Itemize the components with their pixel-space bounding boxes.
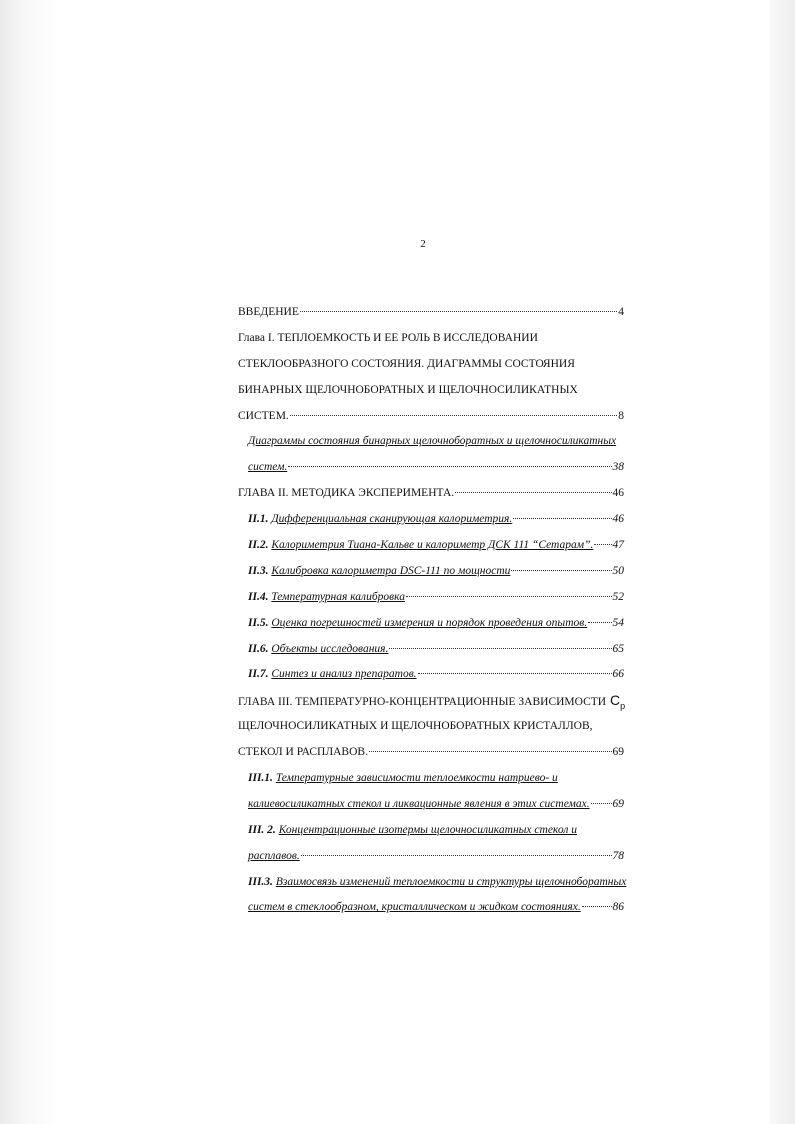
toc-entry-text: Дифференциальная сканирующая калориметрия. <box>271 513 513 526</box>
toc-entry <box>238 559 624 585</box>
toc-entry-page: 50 <box>612 564 624 577</box>
toc-entry-text: Оценка погрешностей измерения и порядок проведения опытов. <box>271 616 588 629</box>
toc-entry-text: ГЛАВА III. ТЕМПЕРАТУРНО-КОНЦЕНТРАЦИОННЫЕ ЗАВИСИМОСТИ <box>238 696 607 709</box>
toc-entry-title <box>248 870 626 896</box>
toc-entry-text: СТЕКОЛ И РАСПЛАВОВ. <box>238 746 368 759</box>
toc-entry <box>238 404 624 430</box>
dot-leader <box>389 648 611 649</box>
table-of-contents <box>238 300 627 921</box>
toc-entry-text: Объекты исследования. <box>271 642 389 655</box>
toc-entry <box>238 714 624 740</box>
toc-entry-title <box>248 792 590 818</box>
toc-entry <box>238 662 624 688</box>
toc-entry-title <box>238 300 299 326</box>
toc-entry <box>238 818 624 844</box>
toc-entry-number: III. 2. <box>248 823 276 836</box>
toc-entry-number: III.1. <box>248 772 273 785</box>
toc-entry-text: СИСТЕМ. <box>238 409 289 422</box>
toc-entry <box>238 533 624 559</box>
toc-entry-title <box>238 404 289 430</box>
toc-entry <box>238 585 624 611</box>
dot-leader <box>300 311 617 312</box>
toc-entry-title <box>248 637 388 663</box>
toc-entry-number: II.1. <box>248 513 269 526</box>
toc-entry-page: 47 <box>612 539 624 552</box>
toc-entry-text: Температурная калибровка <box>271 590 405 603</box>
toc-entry <box>238 481 624 507</box>
toc-entry-number: II.5. <box>248 616 269 629</box>
toc-entry-title <box>248 766 558 792</box>
toc-entry-text: систем. <box>248 461 288 474</box>
toc-entry <box>238 455 624 481</box>
toc-entry <box>238 844 624 870</box>
cp-subscript: p <box>620 701 626 712</box>
toc-entry <box>238 300 624 326</box>
toc-entry-number: II.4. <box>248 590 269 603</box>
toc-entry-title <box>248 429 616 455</box>
cp-symbol <box>606 692 626 712</box>
dot-leader <box>369 751 612 752</box>
dot-leader <box>418 673 612 674</box>
toc-entry-number: II.6. <box>248 642 269 655</box>
toc-entry-page: 46 <box>612 513 624 526</box>
toc-entry-title <box>238 481 454 507</box>
cp-letter: C <box>610 692 621 709</box>
toc-entry-text: калиевосиликатных стекол и ликвационные явления в этих системах. <box>248 797 590 810</box>
toc-entry-title <box>248 507 512 533</box>
toc-entry-page: 66 <box>612 668 624 681</box>
toc-entry-number: II.3. <box>248 564 269 577</box>
toc-entry <box>238 870 627 896</box>
dot-leader <box>513 518 611 519</box>
toc-entry-number: II.7. <box>248 668 269 681</box>
toc-entry-title <box>248 585 405 611</box>
toc-entry-title <box>238 378 578 404</box>
toc-entry-title <box>238 326 538 352</box>
toc-entry <box>238 688 624 714</box>
toc-entry-text: БИНАРНЫХ ЩЕЛОЧНОБОРАТНЫХ И ЩЕЛОЧНОСИЛИКАТНЫХ <box>238 383 578 396</box>
toc-entry <box>238 792 624 818</box>
page-number: 2 <box>420 238 426 250</box>
toc-entry-text: систем в стеклообразном, кристаллическом и жидком состояниях. <box>248 901 581 914</box>
toc-entry-text: СТЕКЛООБРАЗНОГО СОСТОЯНИЯ. ДИАГРАММЫ СОСТОЯНИЯ <box>238 357 575 370</box>
toc-entry-title <box>248 844 300 870</box>
toc-entry-page: 65 <box>612 642 624 655</box>
toc-entry <box>238 637 624 663</box>
dot-leader <box>591 803 612 804</box>
toc-entry-text: Синтез и анализ препаратов. <box>271 668 417 681</box>
toc-entry-title <box>238 714 593 740</box>
toc-entry-text: Калориметрия Тиана-Кальве и калориметр ДСК 111 “Сетарам”. <box>271 539 594 552</box>
toc-entry <box>238 352 624 378</box>
toc-entry-title <box>248 455 287 481</box>
toc-entry <box>238 326 624 352</box>
toc-entry-page: 8 <box>618 409 624 422</box>
toc-entry-text: Концентрационные изотермы щелочносиликатных стекол и <box>278 823 577 836</box>
dot-leader <box>582 906 612 907</box>
toc-entry-title <box>248 559 510 585</box>
toc-entry-title <box>238 740 368 766</box>
toc-entry-text: Температурные зависимости теплоемкости натриево- и <box>275 772 558 785</box>
toc-entry-number: III.3. <box>248 875 273 888</box>
toc-entry-page: 4 <box>618 306 624 318</box>
dot-leader <box>406 596 612 597</box>
toc-entry-text: ВВЕДЕНИЕ <box>238 306 299 318</box>
toc-entry-page: 52 <box>612 590 624 603</box>
toc-entry-page: 69 <box>612 797 624 810</box>
dot-leader <box>288 466 611 467</box>
dot-leader <box>301 855 612 856</box>
toc-entry-page: 78 <box>612 849 624 862</box>
dot-leader <box>511 570 611 571</box>
toc-entry-text: ЩЕЛОЧНОСИЛИКАТНЫХ И ЩЕЛОЧНОБОРАТНЫХ КРИСТАЛЛОВ, <box>238 720 593 733</box>
toc-entry-text: расплавов. <box>248 849 300 862</box>
toc-entry <box>238 378 624 404</box>
toc-entry <box>238 507 624 533</box>
toc-entry-page: 46 <box>612 487 624 500</box>
toc-entry-page: 86 <box>612 901 624 914</box>
toc-entry-text: Взаимосвязь изменений теплоемкости и структуры щелочноборатных <box>275 875 627 888</box>
toc-entry-title <box>238 352 575 378</box>
toc-entry-text: ГЛАВА II. МЕТОДИКА ЭКСПЕРИМЕНТА. <box>238 487 455 500</box>
toc-entry <box>238 740 624 766</box>
dot-leader <box>594 544 611 545</box>
toc-entry-page: 38 <box>612 461 624 474</box>
toc-entry-text: Глава I. ТЕПЛОЕМКОСТЬ И ЕЕ РОЛЬ В ИССЛЕДОВАНИИ <box>238 331 538 344</box>
toc-entry-title <box>248 662 417 688</box>
toc-entry-page: 54 <box>612 616 624 629</box>
toc-entry-title <box>248 895 581 921</box>
toc-entry <box>238 429 624 455</box>
toc-entry <box>238 611 624 637</box>
toc-entry-text: Калибровка калориметра DSC-111 по мощности <box>271 564 511 577</box>
dot-leader <box>588 622 611 623</box>
toc-entry-text: Диаграммы состояния бинарных щелочноборатных и щелочносиликатных <box>248 435 617 448</box>
toc-entry-number: II.2. <box>248 539 269 552</box>
toc-entry-title <box>248 533 593 559</box>
dot-leader <box>290 415 617 416</box>
toc-entry-page: 69 <box>612 746 624 759</box>
dot-leader <box>455 492 611 493</box>
toc-entry-title <box>248 611 587 637</box>
toc-entry <box>238 895 624 921</box>
toc-entry-title <box>248 818 577 844</box>
toc-entry <box>238 766 624 792</box>
